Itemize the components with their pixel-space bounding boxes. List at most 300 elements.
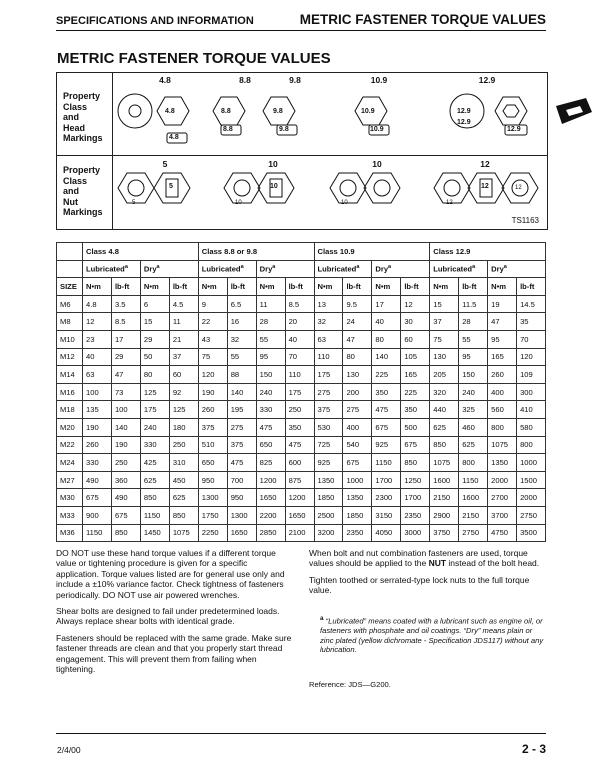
torque-cell: 63 (83, 366, 112, 384)
torque-cell: 105 (401, 348, 430, 366)
torque-cell: 500 (401, 418, 430, 436)
torque-cell: 625 (169, 489, 198, 507)
torque-table (56, 242, 546, 542)
torque-cell: 24 (343, 313, 372, 331)
torque-cell: 9.5 (343, 295, 372, 313)
size-cell: M24 (57, 454, 83, 472)
torque-cell: 11 (256, 295, 285, 313)
torque-cell: 28 (256, 313, 285, 331)
torque-cell: 12 (83, 313, 112, 331)
size-cell: M36 (57, 524, 83, 542)
torque-cell: 175 (140, 401, 169, 419)
torque-cell: 475 (285, 436, 314, 454)
head-mark-8-8-a: 8.8 (221, 108, 231, 115)
head-mark-10-9-b: 10.9 (370, 126, 384, 133)
torque-cell: 350 (401, 401, 430, 419)
nut-mark-5-b: 5 (169, 183, 173, 190)
torque-cell: 195 (227, 401, 256, 419)
torque-cell: 1200 (285, 489, 314, 507)
torque-cell: 80 (140, 366, 169, 384)
torque-cell: 350 (372, 383, 401, 401)
torque-cell: 2000 (517, 489, 546, 507)
torque-cell: 47 (488, 313, 517, 331)
corner-cell (57, 260, 83, 278)
size-cell: M27 (57, 471, 83, 489)
torque-cell: 325 (459, 401, 488, 419)
head-group-10-9: 10.9 (370, 75, 388, 85)
torque-cell: 2750 (459, 524, 488, 542)
torque-cell: 29 (111, 348, 140, 366)
torque-cell: 9 (198, 295, 227, 313)
nut-mark-10-b: 10 (270, 183, 278, 190)
class-header: Class 10.9 (314, 243, 430, 261)
table-row (57, 330, 546, 348)
torque-cell: 205 (430, 366, 459, 384)
torque-cell: 700 (227, 471, 256, 489)
torque-cell: 190 (83, 418, 112, 436)
torque-cell: 1250 (401, 471, 430, 489)
torque-cell: 475 (227, 454, 256, 472)
torque-cell: 1200 (256, 471, 285, 489)
head-group-8-8: 8.8 (239, 75, 251, 85)
head-mark-12-9-c: 12.9 (507, 126, 521, 133)
torque-cell: 2250 (198, 524, 227, 542)
torque-cell: 3000 (401, 524, 430, 542)
torque-cell: 110 (285, 366, 314, 384)
torque-cell: 1000 (517, 454, 546, 472)
head-group-12-9: 12.9 (478, 75, 496, 85)
torque-cell: 37 (430, 313, 459, 331)
torque-cell: 120 (198, 366, 227, 384)
torque-cell: 125 (140, 383, 169, 401)
torque-cell: 2350 (343, 524, 372, 542)
torque-cell: 1075 (430, 454, 459, 472)
torque-cell: 1650 (256, 489, 285, 507)
torque-cell: 55 (227, 348, 256, 366)
torque-cell: 650 (256, 436, 285, 454)
torque-cell: 140 (372, 348, 401, 366)
torque-cell: 70 (285, 348, 314, 366)
torque-cell: 1650 (285, 506, 314, 524)
torque-cell: 625 (430, 418, 459, 436)
torque-cell: 1350 (343, 489, 372, 507)
torque-cell: 1300 (227, 506, 256, 524)
torque-cell: 450 (169, 471, 198, 489)
torque-cell: 1650 (227, 524, 256, 542)
nut-group-10: 10 (268, 159, 278, 169)
torque-cell: 925 (314, 454, 343, 472)
paragraph-lock-nuts: Tighten toothed or serrated-type lock nuts to the full torque value. (309, 574, 530, 596)
torque-cell: 23 (83, 330, 112, 348)
unit-header: N•m (83, 278, 112, 296)
torque-cell: 150 (459, 366, 488, 384)
torque-cell: 13 (314, 295, 343, 313)
torque-cell: 2700 (488, 489, 517, 507)
torque-cell: 165 (401, 366, 430, 384)
torque-cell: 110 (314, 348, 343, 366)
torque-cell: 37 (169, 348, 198, 366)
torque-cell: 1700 (401, 489, 430, 507)
torque-cell: 60 (169, 366, 198, 384)
size-cell: M22 (57, 436, 83, 454)
torque-cell: 35 (517, 313, 546, 331)
corner-cell (57, 243, 83, 261)
head-markings-label: Property Class and Head Markings (63, 91, 103, 143)
torque-cell: 80 (372, 330, 401, 348)
torque-cell: 600 (285, 454, 314, 472)
torque-cell: 32 (314, 313, 343, 331)
torque-cell: 50 (140, 348, 169, 366)
nut-mark-10-c: 10 (341, 200, 348, 206)
torque-cell: 63 (314, 330, 343, 348)
torque-cell: 360 (111, 471, 140, 489)
torque-cell: 260 (198, 401, 227, 419)
torque-cell: 190 (111, 436, 140, 454)
torque-cell: 825 (256, 454, 285, 472)
torque-cell: 1600 (430, 471, 459, 489)
torque-cell: 675 (401, 436, 430, 454)
unit-header: lb-ft (459, 278, 488, 296)
torque-cell: 15 (140, 313, 169, 331)
torque-cell: 75 (430, 330, 459, 348)
torque-cell: 675 (111, 506, 140, 524)
size-cell: M6 (57, 295, 83, 313)
table-row (57, 454, 546, 472)
torque-cell: 12 (401, 295, 430, 313)
footnote: $^a$ “Lubricated” means coated with a lubricant such as engine oil, or fasteners with phosphate and oil coatings. “Dry” means plain or zinc plated (yellow dichromate - Specification JDS117) without any lubrication. (320, 615, 544, 655)
head-mark-9-8-b: 9.8 (279, 126, 289, 133)
torque-cell: 310 (169, 454, 198, 472)
torque-cell: 40 (285, 330, 314, 348)
torque-cell: 1700 (372, 471, 401, 489)
torque-cell: 3750 (430, 524, 459, 542)
torque-cell: 180 (169, 418, 198, 436)
torque-cell: 850 (401, 454, 430, 472)
torque-cell: 3150 (372, 506, 401, 524)
torque-cell: 2900 (430, 506, 459, 524)
torque-cell: 2500 (314, 506, 343, 524)
head-mark-12-9-a: 12.9 (457, 108, 471, 115)
torque-cell: 330 (83, 454, 112, 472)
torque-cell: 95 (488, 330, 517, 348)
head-mark-9-8-a: 9.8 (273, 108, 283, 115)
section-tab-icon (556, 98, 592, 126)
torque-cell: 200 (343, 383, 372, 401)
reference-text: Reference: JDS—G200. (309, 680, 391, 689)
property-class-diagram (56, 72, 548, 230)
torque-cell: 950 (227, 489, 256, 507)
paragraph-usage: DO NOT use these hand torque values if a different torque value or tightening procedure is given for a specific application. Torque values listed are for general use only and include a ±10% variance factor. Check tightness of fasteners periodically. DO NOT use air powered wrenches. (56, 548, 285, 600)
table-row (57, 471, 546, 489)
torque-cell: 260 (488, 366, 517, 384)
torque-cell: 850 (169, 506, 198, 524)
torque-cell: 55 (256, 330, 285, 348)
torque-cell: 460 (459, 418, 488, 436)
torque-cell: 2850 (256, 524, 285, 542)
torque-cell: 30 (401, 313, 430, 331)
class-header: Class 4.8 (83, 243, 199, 261)
torque-cell: 29 (140, 330, 169, 348)
torque-cell: 190 (198, 383, 227, 401)
table-row (57, 436, 546, 454)
table-row (57, 313, 546, 331)
torque-cell: 475 (256, 418, 285, 436)
footer-rule (56, 733, 546, 734)
table-row (57, 383, 546, 401)
head-mark-12-9-b: 12.9 (457, 119, 471, 126)
torque-cell: 120 (517, 348, 546, 366)
torque-cell: 1150 (140, 506, 169, 524)
class-header: Class 12.9 (430, 243, 546, 261)
torque-cell: 2200 (256, 506, 285, 524)
nut-mark-12-a: 12 (446, 200, 453, 206)
torque-cell: 1500 (517, 471, 546, 489)
table-row (57, 524, 546, 542)
torque-cell: 1350 (314, 471, 343, 489)
torque-cell: 150 (256, 366, 285, 384)
torque-cell: 130 (343, 366, 372, 384)
torque-cell: 125 (169, 401, 198, 419)
dry-header: Dry$^a$ (372, 260, 430, 278)
unit-header: N•m (140, 278, 169, 296)
table-row (57, 348, 546, 366)
torque-cell: 100 (111, 401, 140, 419)
torque-cell: 140 (227, 383, 256, 401)
table-row (57, 401, 546, 419)
torque-cell: 425 (140, 454, 169, 472)
torque-cell: 530 (314, 418, 343, 436)
torque-cell: 2300 (372, 489, 401, 507)
torque-cell: 3.5 (111, 295, 140, 313)
torque-cell: 11 (169, 313, 198, 331)
torque-cell: 675 (372, 418, 401, 436)
torque-cell: 15 (430, 295, 459, 313)
torque-cell: 6.5 (227, 295, 256, 313)
torque-cell: 4050 (372, 524, 401, 542)
torque-cell: 140 (111, 418, 140, 436)
torque-cell: 130 (430, 348, 459, 366)
torque-cell: 6 (140, 295, 169, 313)
unit-header: lb-ft (227, 278, 256, 296)
torque-cell: 2100 (285, 524, 314, 542)
torque-cell: 3500 (517, 524, 546, 542)
torque-cell: 1750 (198, 506, 227, 524)
unit-header: lb-ft (517, 278, 546, 296)
torque-cell: 850 (111, 524, 140, 542)
figure-code: TS1163 (511, 216, 539, 225)
torque-cell: 1150 (372, 454, 401, 472)
torque-cell: 1350 (488, 454, 517, 472)
size-cell: M10 (57, 330, 83, 348)
unit-header: lb-ft (401, 278, 430, 296)
torque-cell: 275 (314, 383, 343, 401)
dry-header: Dry$^a$ (488, 260, 546, 278)
torque-cell: 800 (459, 454, 488, 472)
torque-cell: 250 (111, 454, 140, 472)
size-cell: M30 (57, 489, 83, 507)
torque-cell: 165 (488, 348, 517, 366)
torque-cell: 240 (256, 383, 285, 401)
page-number: 2 - 3 (521, 742, 546, 756)
paragraph-nut: When bolt and nut combination fasteners are used, torque values should be applied to the NUT instead of the bolt head. (309, 548, 540, 569)
header-section: SPECIFICATIONS AND INFORMATION (56, 15, 254, 27)
torque-cell: 88 (227, 366, 256, 384)
page-title: METRIC FASTENER TORQUE VALUES (57, 50, 331, 67)
torque-cell: 250 (169, 436, 198, 454)
torque-cell: 4.5 (169, 295, 198, 313)
torque-cell: 1150 (83, 524, 112, 542)
torque-cell: 540 (343, 436, 372, 454)
unit-header: N•m (430, 278, 459, 296)
nut-group-12: 12 (480, 159, 490, 169)
dry-header: Dry$^a$ (256, 260, 314, 278)
head-group-4-8: 4.8 (159, 75, 171, 85)
torque-cell: 100 (83, 383, 112, 401)
torque-cell: 1000 (343, 471, 372, 489)
unit-header: N•m (488, 278, 517, 296)
left-column-text (56, 548, 292, 680)
torque-cell: 800 (488, 418, 517, 436)
table-row (57, 418, 546, 436)
torque-cell: 3700 (488, 506, 517, 524)
torque-cell: 1450 (140, 524, 169, 542)
unit-header-row (57, 278, 546, 296)
nut-mark-10-a: 10 (235, 200, 242, 206)
torque-cell: 32 (227, 330, 256, 348)
torque-cell: 22 (198, 313, 227, 331)
size-cell: M33 (57, 506, 83, 524)
torque-cell: 800 (517, 436, 546, 454)
torque-cell: 375 (198, 418, 227, 436)
table-row (57, 295, 546, 313)
torque-cell: 40 (372, 313, 401, 331)
nut-mark-12-c: 12 (515, 185, 522, 191)
torque-cell: 4750 (488, 524, 517, 542)
size-header: SIZE (57, 278, 83, 296)
torque-cell: 3200 (314, 524, 343, 542)
torque-cell: 95 (256, 348, 285, 366)
torque-cell: 20 (285, 313, 314, 331)
unit-header: N•m (314, 278, 343, 296)
torque-cell: 1850 (314, 489, 343, 507)
torque-cell: 11.5 (459, 295, 488, 313)
torque-cell: 850 (430, 436, 459, 454)
head-mark-10-9-a: 10.9 (361, 108, 375, 115)
table-row (57, 366, 546, 384)
torque-cell: 260 (83, 436, 112, 454)
torque-cell: 725 (314, 436, 343, 454)
right-column-text (309, 548, 547, 602)
torque-cell: 16 (227, 313, 256, 331)
torque-cell: 250 (285, 401, 314, 419)
torque-cell: 330 (256, 401, 285, 419)
torque-cell: 1850 (343, 506, 372, 524)
torque-cell: 1600 (459, 489, 488, 507)
size-cell: M14 (57, 366, 83, 384)
torque-cell: 17 (111, 330, 140, 348)
torque-cell: 92 (169, 383, 198, 401)
torque-cell: 14.5 (517, 295, 546, 313)
torque-cell: 47 (343, 330, 372, 348)
nut-group-10-b: 10 (372, 159, 382, 169)
torque-cell: 1075 (488, 436, 517, 454)
head-mark-8-8-b: 8.8 (223, 126, 233, 133)
torque-cell: 1075 (169, 524, 198, 542)
torque-cell: 28 (459, 313, 488, 331)
torque-cell: 475 (372, 401, 401, 419)
torque-cell: 300 (517, 383, 546, 401)
unit-header: N•m (198, 278, 227, 296)
torque-cell: 410 (517, 401, 546, 419)
lubricated-header: Lubricated$^a$ (314, 260, 372, 278)
unit-header: lb-ft (285, 278, 314, 296)
torque-cell: 330 (140, 436, 169, 454)
torque-cell: 560 (488, 401, 517, 419)
torque-cell: 2000 (488, 471, 517, 489)
torque-cell: 440 (430, 401, 459, 419)
torque-cell: 60 (401, 330, 430, 348)
torque-cell: 109 (517, 366, 546, 384)
size-cell: M8 (57, 313, 83, 331)
torque-cell: 2350 (401, 506, 430, 524)
torque-cell: 21 (169, 330, 198, 348)
torque-cell: 175 (314, 366, 343, 384)
torque-cell: 75 (198, 348, 227, 366)
torque-cell: 1300 (198, 489, 227, 507)
torque-cell: 925 (372, 436, 401, 454)
torque-cell: 510 (198, 436, 227, 454)
torque-cell: 275 (343, 401, 372, 419)
torque-cell: 225 (372, 366, 401, 384)
lubricated-header: Lubricated$^a$ (198, 260, 256, 278)
torque-cell: 40 (83, 348, 112, 366)
torque-cell: 8.5 (111, 313, 140, 331)
size-cell: M12 (57, 348, 83, 366)
header-title: METRIC FASTENER TORQUE VALUES (299, 12, 546, 27)
size-cell: M16 (57, 383, 83, 401)
footer-date: 2/4/00 (57, 745, 81, 755)
torque-cell: 850 (140, 489, 169, 507)
lubricated-header: Lubricated$^a$ (430, 260, 488, 278)
torque-cell: 625 (140, 471, 169, 489)
torque-cell: 1150 (459, 471, 488, 489)
torque-cell: 580 (517, 418, 546, 436)
lubricated-header: Lubricated$^a$ (83, 260, 141, 278)
class-header-row (57, 243, 546, 261)
nut-mark-12-b: 12 (481, 183, 489, 190)
nut-mark-5-a: 5 (132, 200, 136, 206)
unit-header: lb-ft (343, 278, 372, 296)
size-cell: M20 (57, 418, 83, 436)
nut-group-5: 5 (162, 159, 168, 169)
class-header: Class 8.8 or 9.8 (198, 243, 314, 261)
torque-cell: 175 (285, 383, 314, 401)
torque-cell: 875 (285, 471, 314, 489)
torque-cell: 240 (140, 418, 169, 436)
nut-markings-label: Property Class and Nut Markings (63, 165, 103, 217)
torque-cell: 47 (111, 366, 140, 384)
torque-cell: 375 (227, 436, 256, 454)
dry-header: Dry$^a$ (140, 260, 198, 278)
torque-cell: 4.8 (83, 295, 112, 313)
torque-cell: 350 (285, 418, 314, 436)
head-mark-4-8-b: 4.8 (169, 134, 179, 141)
torque-cell: 2750 (517, 506, 546, 524)
unit-header: N•m (256, 278, 285, 296)
table-row (57, 489, 546, 507)
torque-cell: 2150 (430, 489, 459, 507)
torque-cell: 375 (314, 401, 343, 419)
